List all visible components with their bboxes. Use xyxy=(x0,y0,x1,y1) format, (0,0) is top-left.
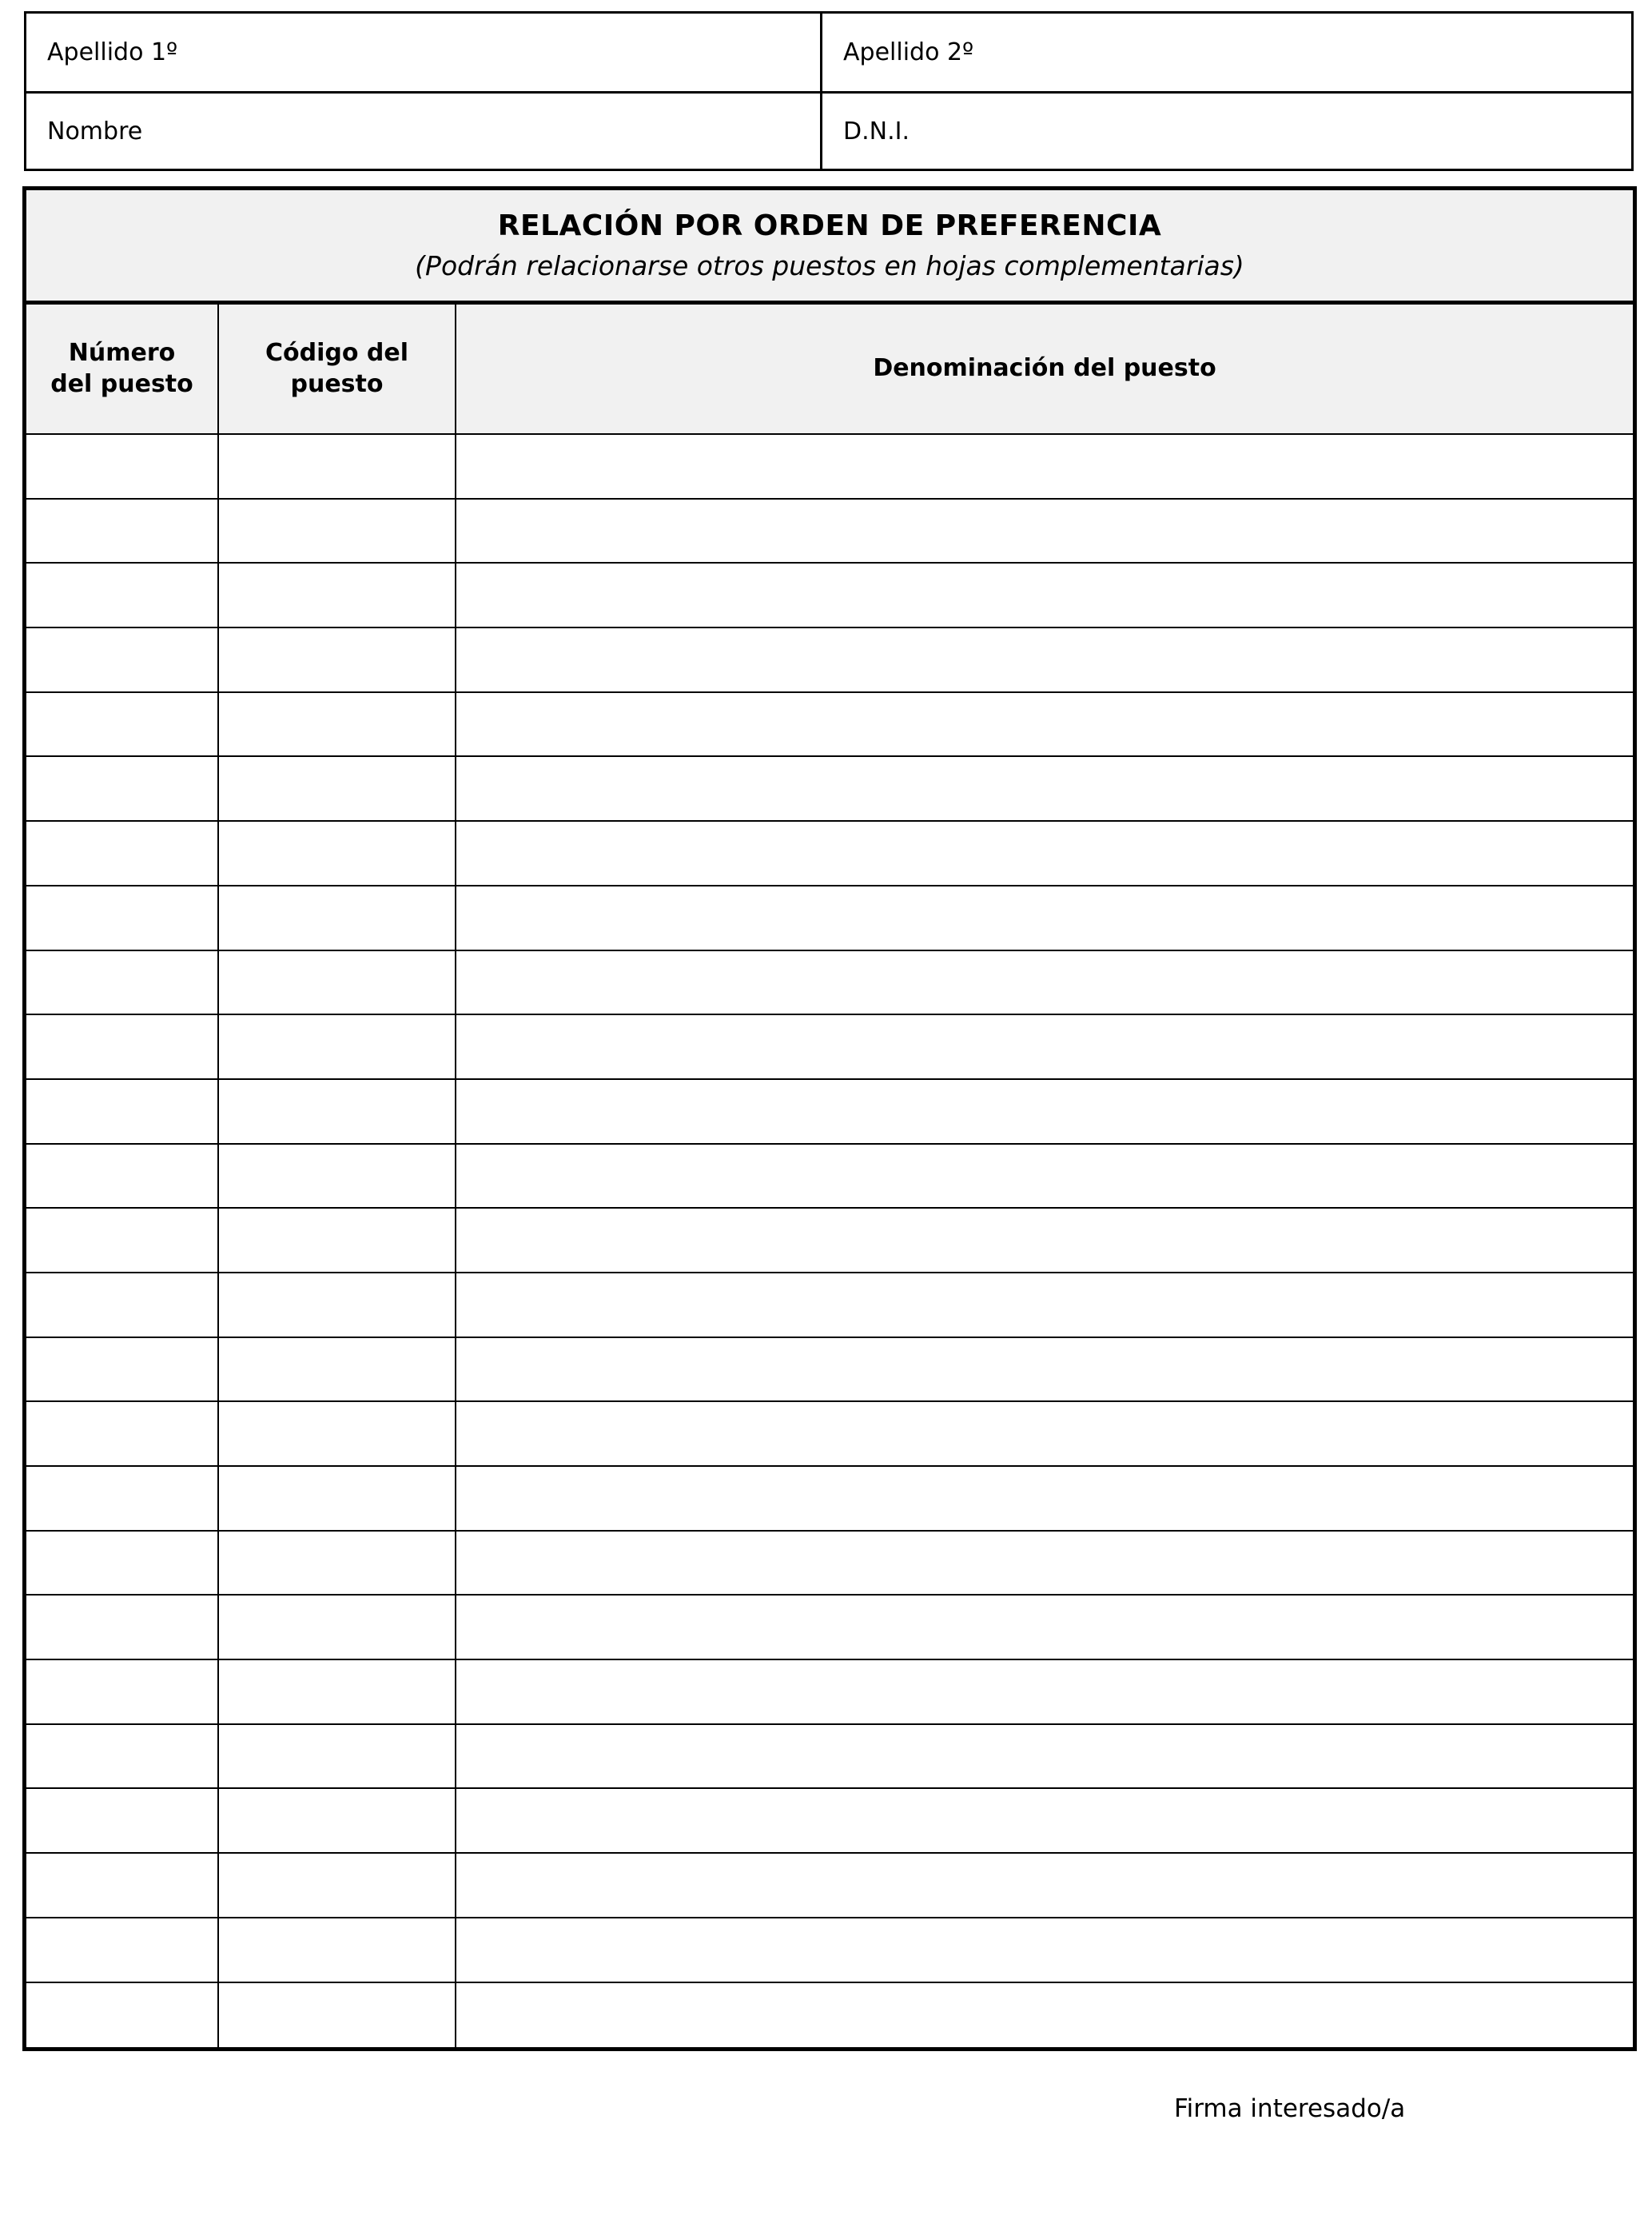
cell-denominacion-del-puesto[interactable] xyxy=(456,1725,1633,1788)
table-row xyxy=(26,435,1633,500)
header-line: puesto xyxy=(290,369,384,398)
preference-table xyxy=(22,186,1637,2051)
cell-numero-del-puesto[interactable] xyxy=(26,1983,219,2048)
cell-codigo-del-puesto[interactable] xyxy=(219,1660,456,1723)
cell-numero-del-puesto[interactable] xyxy=(26,1918,219,1982)
table-row xyxy=(26,1145,1633,1209)
preference-table-title-band xyxy=(26,190,1633,305)
preference-rows xyxy=(26,435,1633,2047)
cell-denominacion-del-puesto[interactable] xyxy=(456,500,1633,563)
table-row xyxy=(26,1660,1633,1725)
cell-denominacion-del-puesto[interactable] xyxy=(456,1467,1633,1530)
cell-codigo-del-puesto[interactable] xyxy=(219,1015,456,1078)
personal-fields-table xyxy=(24,11,1634,171)
header-line: Código del xyxy=(265,339,409,368)
cell-numero-del-puesto[interactable] xyxy=(26,1854,219,1917)
cell-denominacion-del-puesto[interactable] xyxy=(456,1918,1633,1982)
table-row xyxy=(26,1209,1633,1273)
cell-numero-del-puesto[interactable] xyxy=(26,1209,219,1272)
cell-numero-del-puesto[interactable] xyxy=(26,1532,219,1595)
table-row xyxy=(26,1015,1633,1080)
table-row xyxy=(26,1532,1633,1596)
cell-codigo-del-puesto[interactable] xyxy=(219,1145,456,1208)
cell-numero-del-puesto[interactable] xyxy=(26,1725,219,1788)
cell-codigo-del-puesto[interactable] xyxy=(219,886,456,950)
table-row xyxy=(26,1596,1633,1660)
table-row xyxy=(26,951,1633,1016)
table-row xyxy=(26,886,1633,951)
cell-denominacion-del-puesto[interactable] xyxy=(456,1338,1633,1401)
cell-denominacion-del-puesto[interactable] xyxy=(456,1080,1633,1143)
cell-denominacion-del-puesto[interactable] xyxy=(456,1273,1633,1337)
cell-codigo-del-puesto[interactable] xyxy=(219,1273,456,1337)
cell-denominacion-del-puesto[interactable] xyxy=(456,1209,1633,1272)
cell-numero-del-puesto[interactable] xyxy=(26,1338,219,1401)
cell-numero-del-puesto[interactable] xyxy=(26,628,219,691)
table-row xyxy=(26,1338,1633,1403)
table-row xyxy=(26,1854,1633,1918)
table-row xyxy=(26,1273,1633,1338)
cell-numero-del-puesto[interactable] xyxy=(26,1596,219,1659)
cell-numero-del-puesto[interactable] xyxy=(26,951,219,1014)
cell-denominacion-del-puesto[interactable] xyxy=(456,822,1633,885)
cell-codigo-del-puesto[interactable] xyxy=(219,1080,456,1143)
cell-codigo-del-puesto[interactable] xyxy=(219,822,456,885)
table-row xyxy=(26,1080,1633,1145)
cell-denominacion-del-puesto[interactable] xyxy=(456,693,1633,756)
cell-denominacion-del-puesto[interactable] xyxy=(456,886,1633,950)
cell-codigo-del-puesto[interactable] xyxy=(219,1596,456,1659)
column-header-codigo-del-puesto xyxy=(219,305,456,433)
cell-numero-del-puesto[interactable] xyxy=(26,1402,219,1465)
column-header-row xyxy=(26,305,1633,435)
preference-table-title: RELACIÓN POR ORDEN DE PREFERENCIA xyxy=(497,209,1162,242)
table-row xyxy=(26,1789,1633,1854)
cell-denominacion-del-puesto[interactable] xyxy=(456,1015,1633,1078)
table-row xyxy=(26,1467,1633,1532)
table-row xyxy=(26,500,1633,564)
table-row xyxy=(26,1983,1633,2048)
cell-codigo-del-puesto[interactable] xyxy=(219,1467,456,1530)
field-label-nombre: Nombre xyxy=(47,117,143,145)
cell-numero-del-puesto[interactable] xyxy=(26,1015,219,1078)
field-apellido-2[interactable] xyxy=(820,14,1631,91)
table-row xyxy=(26,628,1633,693)
field-label-apellido-2: Apellido 2º xyxy=(843,38,974,66)
cell-denominacion-del-puesto[interactable] xyxy=(456,628,1633,691)
cell-denominacion-del-puesto[interactable] xyxy=(456,1532,1633,1595)
cell-codigo-del-puesto[interactable] xyxy=(219,1918,456,1982)
field-apellido-1[interactable] xyxy=(26,14,820,91)
cell-codigo-del-puesto[interactable] xyxy=(219,1725,456,1788)
cell-numero-del-puesto[interactable] xyxy=(26,1660,219,1723)
cell-denominacion-del-puesto[interactable] xyxy=(456,757,1633,820)
cell-codigo-del-puesto[interactable] xyxy=(219,1854,456,1917)
cell-denominacion-del-puesto[interactable] xyxy=(456,1789,1633,1852)
cell-numero-del-puesto[interactable] xyxy=(26,1145,219,1208)
cell-numero-del-puesto[interactable] xyxy=(26,435,219,498)
cell-codigo-del-puesto[interactable] xyxy=(219,757,456,820)
cell-codigo-del-puesto[interactable] xyxy=(219,1789,456,1852)
cell-numero-del-puesto[interactable] xyxy=(26,1467,219,1530)
table-row xyxy=(26,1918,1633,1983)
column-header-numero-del-puesto xyxy=(26,305,219,433)
cell-codigo-del-puesto[interactable] xyxy=(219,693,456,756)
cell-numero-del-puesto[interactable] xyxy=(26,693,219,756)
field-dni[interactable] xyxy=(820,91,1631,169)
cell-codigo-del-puesto[interactable] xyxy=(219,1532,456,1595)
table-row xyxy=(26,564,1633,628)
table-row xyxy=(26,822,1633,886)
header-line: Denominación del puesto xyxy=(873,354,1216,383)
cell-numero-del-puesto[interactable] xyxy=(26,1273,219,1337)
cell-numero-del-puesto[interactable] xyxy=(26,757,219,820)
cell-denominacion-del-puesto[interactable] xyxy=(456,1402,1633,1465)
cell-denominacion-del-puesto[interactable] xyxy=(456,1854,1633,1917)
header-line: del puesto xyxy=(50,369,193,398)
cell-numero-del-puesto[interactable] xyxy=(26,1080,219,1143)
cell-denominacion-del-puesto[interactable] xyxy=(456,1596,1633,1659)
preference-table-subtitle: (Podrán relacionarse otros puestos en hojas complementarias) xyxy=(415,250,1244,281)
cell-codigo-del-puesto[interactable] xyxy=(219,1338,456,1401)
cell-numero-del-puesto[interactable] xyxy=(26,886,219,950)
cell-codigo-del-puesto[interactable] xyxy=(219,1983,456,2048)
signature-label: Firma interesado/a xyxy=(1174,2094,1406,2123)
cell-codigo-del-puesto[interactable] xyxy=(219,1402,456,1465)
cell-denominacion-del-puesto[interactable] xyxy=(456,435,1633,498)
field-label-apellido-1: Apellido 1º xyxy=(47,38,178,66)
column-header-denominacion-del-puesto xyxy=(456,305,1633,433)
table-row xyxy=(26,757,1633,822)
table-row xyxy=(26,1725,1633,1790)
cell-numero-del-puesto[interactable] xyxy=(26,564,219,627)
cell-numero-del-puesto[interactable] xyxy=(26,500,219,563)
field-nombre[interactable] xyxy=(26,91,820,169)
cell-denominacion-del-puesto[interactable] xyxy=(456,1145,1633,1208)
cell-denominacion-del-puesto[interactable] xyxy=(456,564,1633,627)
cell-denominacion-del-puesto[interactable] xyxy=(456,1660,1633,1723)
cell-numero-del-puesto[interactable] xyxy=(26,1789,219,1852)
cell-codigo-del-puesto[interactable] xyxy=(219,435,456,498)
cell-codigo-del-puesto[interactable] xyxy=(219,1209,456,1272)
cell-denominacion-del-puesto[interactable] xyxy=(456,951,1633,1014)
table-row xyxy=(26,693,1633,758)
cell-codigo-del-puesto[interactable] xyxy=(219,564,456,627)
cell-numero-del-puesto[interactable] xyxy=(26,822,219,885)
cell-codigo-del-puesto[interactable] xyxy=(219,628,456,691)
cell-codigo-del-puesto[interactable] xyxy=(219,500,456,563)
header-line: Número xyxy=(68,339,176,368)
cell-codigo-del-puesto[interactable] xyxy=(219,951,456,1014)
cell-denominacion-del-puesto[interactable] xyxy=(456,1983,1633,2048)
table-row xyxy=(26,1402,1633,1467)
field-label-dni: D.N.I. xyxy=(843,117,910,145)
